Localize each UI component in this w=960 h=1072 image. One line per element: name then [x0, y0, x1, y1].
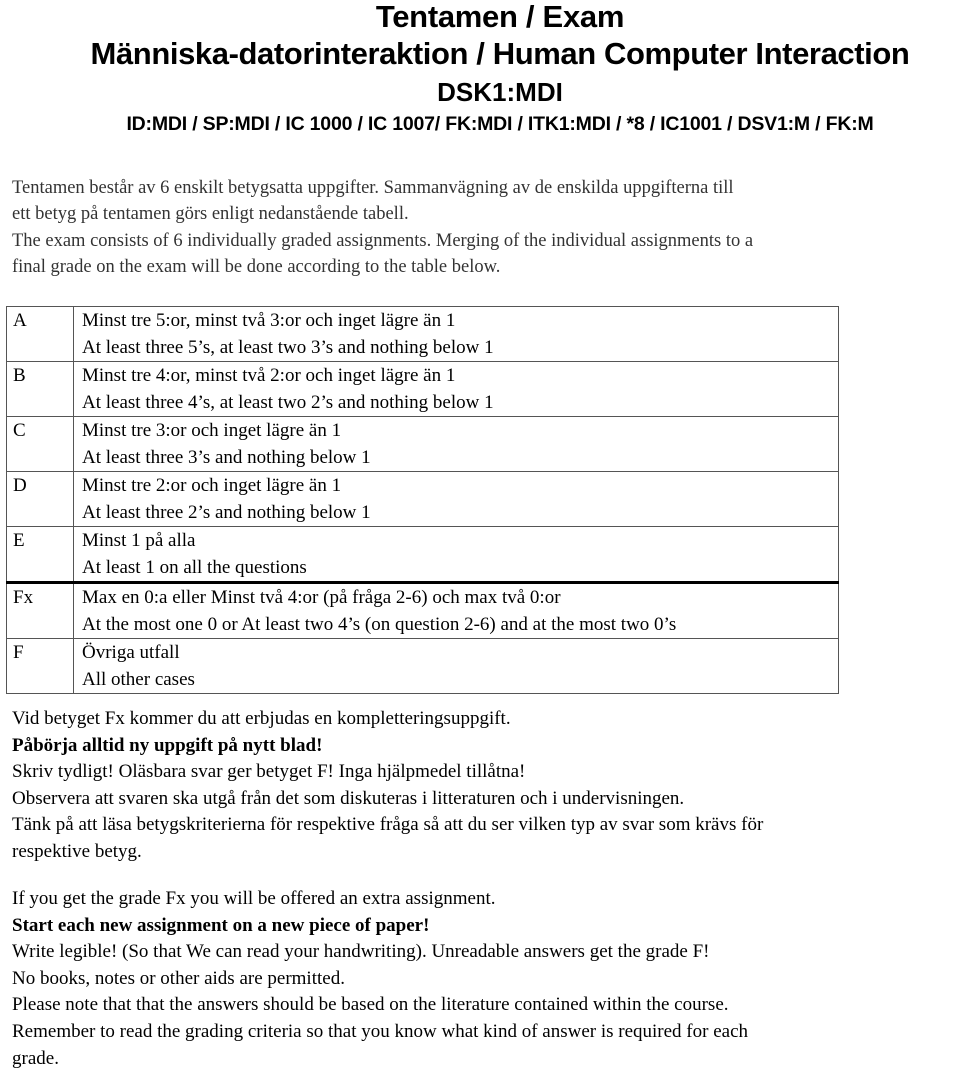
grade-row-e: [7, 527, 839, 583]
criteria-swedish: Övriga utfall: [82, 642, 180, 663]
intro-line: ett betyg på tentamen görs enligt nedanstående tabell.: [12, 204, 409, 225]
instruction-line: Tänk på att läsa betygskriterierna för respektive fråga så att du ser vilken typ av svar som krävs för: [12, 814, 764, 836]
grade-letter: F: [7, 639, 74, 694]
grade-criteria: [74, 583, 839, 639]
instruction-line-emphasis: Start each new assignment on a new piece of paper!: [12, 914, 430, 936]
instruction-line: Remember to read the grading criteria so that you know what kind of answer is required for each: [12, 1020, 748, 1042]
instruction-line: If you get the grade Fx you will be offered an extra assignment.: [12, 888, 496, 909]
instruction-line: Skriv tydligt! Oläsbara svar ger betyget F! Inga hjälpmedel tillåtna!: [12, 761, 526, 783]
criteria-english: All other cases: [82, 668, 195, 690]
grade-criteria: [74, 472, 839, 527]
intro-line: Tentamen består av 6 enskilt betygsatta uppgifter. Sammanvägning av de enskilda uppgifterna till: [12, 178, 734, 198]
criteria-swedish: Minst tre 4:or, minst två 2:or och inget lägre än 1: [82, 365, 456, 386]
course-code: DSK1:MDI: [437, 77, 563, 107]
criteria-english: At least three 2’s and nothing below 1: [82, 501, 371, 523]
grade-letter: C: [7, 417, 74, 472]
intro-line: final grade on the exam will be done according to the table below.: [12, 256, 501, 277]
criteria-swedish: Minst tre 5:or, minst två 3:or och inget lägre än 1: [82, 310, 456, 331]
grade-row-fx: [7, 583, 839, 639]
course-name: Människa-datorinteraktion / Human Computer Interaction: [90, 36, 910, 71]
grading-table: [6, 306, 839, 694]
grade-criteria: [74, 417, 839, 472]
criteria-english: At the most one 0 or At least two 4’s (on question 2-6) and at the most two 0’s: [82, 613, 677, 635]
criteria-swedish: Minst tre 2:or och inget lägre än 1: [82, 475, 342, 496]
grade-letter: D: [7, 472, 74, 527]
instructions-swedish: [12, 706, 763, 866]
intro-text: [12, 175, 753, 280]
instruction-line: respektive betyg.: [12, 840, 142, 862]
grade-criteria: [74, 362, 839, 417]
criteria-swedish: Minst 1 på alla: [82, 530, 196, 551]
intro-line: The exam consists of 6 individually graded assignments. Merging of the individual assignments to a: [12, 230, 754, 251]
instruction-line: No books, notes or other aids are permitted.: [12, 967, 345, 989]
course-ids: ID:MDI / SP:MDI / IC 1000 / IC 1007/ FK:MDI / ITK1:MDI / *8 / IC1001 / DSV1:M / FK:M: [126, 113, 874, 135]
grade-letter: A: [7, 307, 74, 362]
instruction-line: grade.: [12, 1047, 59, 1069]
criteria-english: At least three 5’s, at least two 3’s and nothing below 1: [82, 336, 494, 358]
instruction-line: Write legible! (So that We can read your handwriting). Unreadable answers get the grade F!: [12, 941, 710, 963]
grade-row-f: [7, 639, 839, 694]
instructions-english: [12, 886, 748, 1072]
grade-criteria: [74, 639, 839, 694]
criteria-english: At least three 3’s and nothing below 1: [82, 446, 371, 468]
grade-criteria: [74, 307, 839, 362]
criteria-swedish: Minst tre 3:or och inget lägre än 1: [82, 420, 342, 441]
criteria-english: At least 1 on all the questions: [82, 556, 307, 578]
instruction-line: Please note that that the answers should be based on the literature contained within the course.: [12, 994, 729, 1016]
grade-letter: B: [7, 362, 74, 417]
grade-row-b: [7, 362, 839, 417]
grade-letter: E: [7, 527, 74, 583]
grade-row-d: [7, 472, 839, 527]
criteria-swedish: Max en 0:a eller Minst två 4:or (på fråga 2-6) och max två 0:or: [82, 587, 561, 608]
grade-criteria: [74, 527, 839, 583]
exam-title: Tentamen / Exam: [375, 0, 625, 34]
instruction-line-emphasis: Påbörja alltid ny uppgift på nytt blad!: [12, 734, 323, 756]
instruction-line: Observera att svaren ska utgå från det som diskuteras i litteraturen och i undervisningen.: [12, 787, 685, 809]
instruction-line: Vid betyget Fx kommer du att erbjudas en kompletteringsuppgift.: [12, 708, 511, 729]
grade-letter: Fx: [7, 583, 74, 639]
grade-row-a: [7, 307, 839, 362]
criteria-english: At least three 4’s, at least two 2’s and nothing below 1: [82, 391, 494, 413]
grade-row-c: [7, 417, 839, 472]
